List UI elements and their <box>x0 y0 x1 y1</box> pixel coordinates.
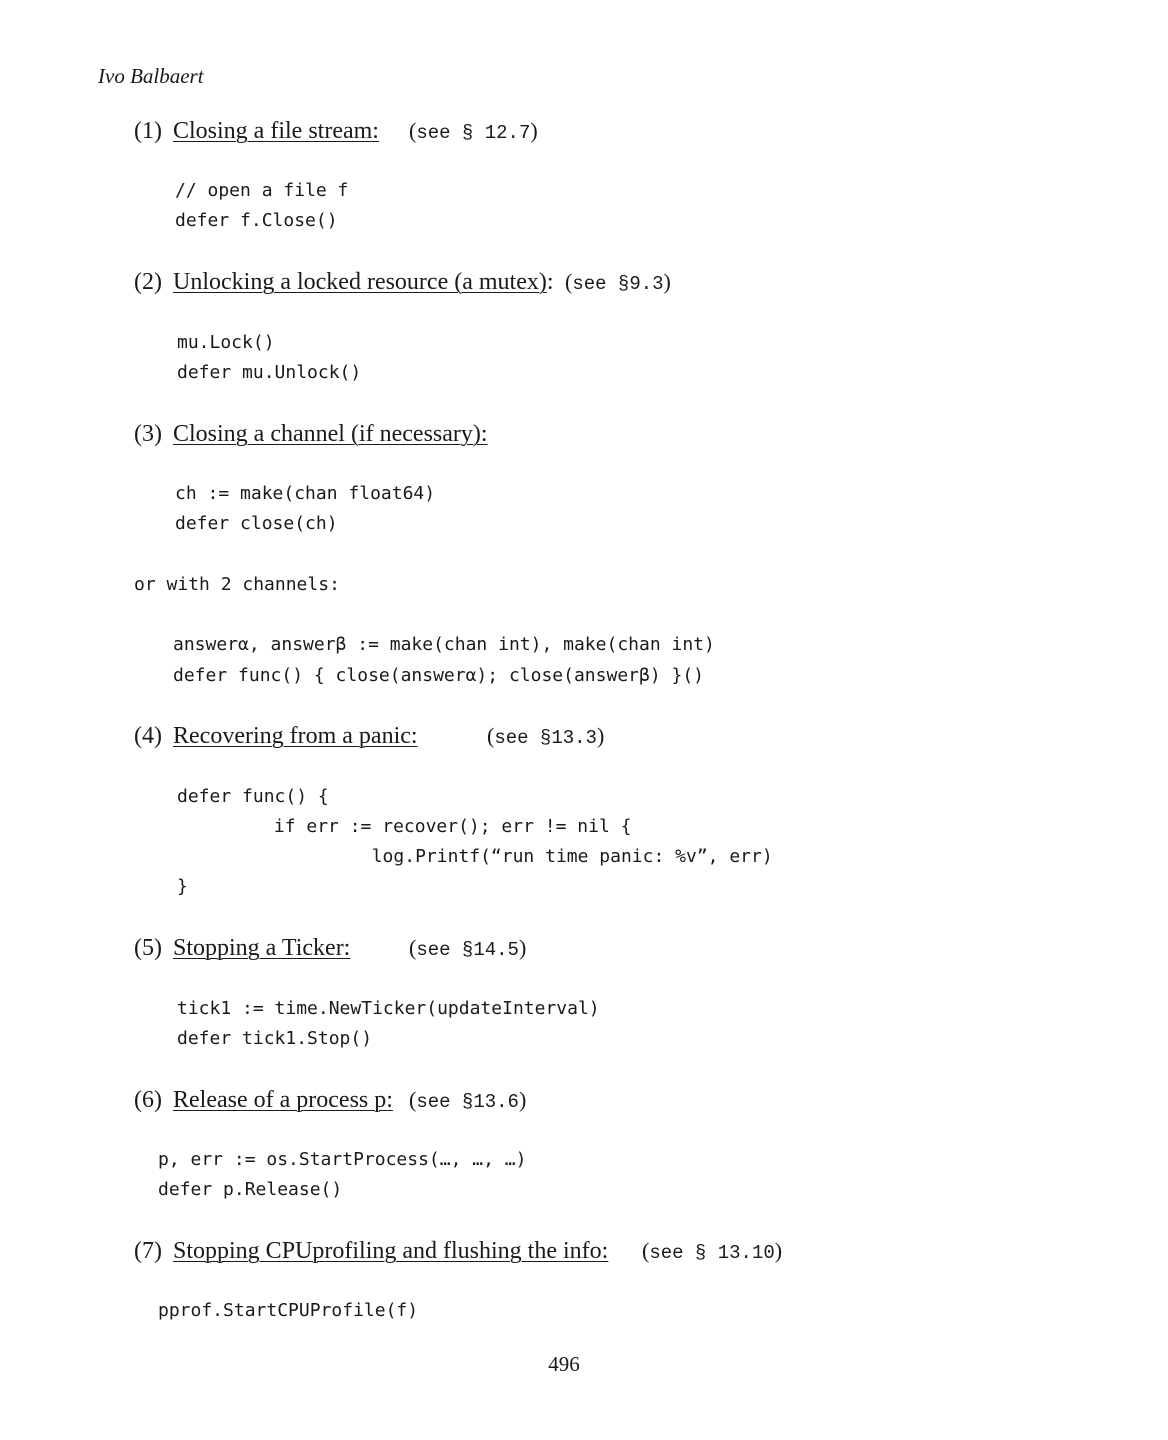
section-heading-6 <box>134 1085 393 1115</box>
code-line: pprof.StartCPUProfile(f) <box>158 1300 419 1321</box>
code-line: defer f.Close() <box>175 210 338 231</box>
section-reference-text: see §14.5 <box>416 939 519 961</box>
code-line: log.Printf(“run time panic: %v”, err) <box>220 846 773 867</box>
code-line: if err := recover(); err != nil { <box>198 816 632 837</box>
section-reference-6: (see §13.6) <box>409 1087 527 1113</box>
section-title: Closing a file stream: <box>173 118 379 144</box>
section-reference-text: see § 13.10 <box>649 1242 775 1264</box>
section-number: (7) <box>134 1238 162 1264</box>
section-title: Release of a process p: <box>173 1087 393 1113</box>
code-line: p, err := os.StartProcess(…, …, …) <box>158 1149 527 1170</box>
section-number: (6) <box>134 1087 162 1113</box>
code-line: mu.Lock() <box>177 332 275 353</box>
code-line: defer close(ch) <box>175 513 338 534</box>
code-line: defer func() { <box>177 786 329 807</box>
code-line: defer tick1.Stop() <box>177 1028 373 1049</box>
page-number: 496 <box>548 1352 580 1376</box>
running-header-author: Ivo Balbaert <box>98 64 204 88</box>
section-reference-2: (see §9.3) <box>565 269 671 295</box>
section-number: (1) <box>134 118 162 144</box>
section-heading-3 <box>134 419 488 449</box>
section-reference-text: see §9.3 <box>572 273 664 295</box>
code-line: defer p.Release() <box>158 1179 343 1200</box>
code-line: ch := make(chan float64) <box>175 483 436 504</box>
code-line: } <box>177 876 188 897</box>
section-number: (2) <box>134 269 162 295</box>
section-reference-1: (see § 12.7) <box>409 118 538 144</box>
section-reference-5: (see §14.5) <box>409 935 527 961</box>
section-title: Recovering from a panic: <box>173 723 418 749</box>
section-heading-4 <box>134 721 418 751</box>
code-line: answerα, answerβ := make(chan int), make(chan int) <box>173 634 715 655</box>
section-number: (3) <box>134 421 162 447</box>
code-line: defer func() { close(answerα); close(answerβ) }() <box>173 665 705 686</box>
section-title: Unlocking a locked resource (a mutex) <box>173 269 547 295</box>
section-title-suffix: : <box>546 269 554 295</box>
section-title: Stopping CPUprofiling and flushing the info: <box>173 1238 609 1264</box>
section-reference-text: see §13.3 <box>494 727 597 749</box>
section-reference-7: (see § 13.10) <box>642 1238 783 1264</box>
code-line: tick1 := time.NewTicker(updateInterval) <box>177 998 600 1019</box>
section-heading-2 <box>134 267 554 297</box>
section-heading-5 <box>134 933 350 963</box>
section-heading-1 <box>134 116 379 146</box>
section-note: or with 2 channels: <box>134 574 340 595</box>
section-heading-7 <box>134 1236 608 1266</box>
section-reference-text: see § 12.7 <box>416 122 531 144</box>
section-number: (4) <box>134 723 162 749</box>
code-line: defer mu.Unlock() <box>177 362 362 383</box>
section-reference-4: (see §13.3) <box>487 723 605 749</box>
section-title: Stopping a Ticker: <box>173 935 351 961</box>
section-number: (5) <box>134 935 162 961</box>
code-line: // open a file f <box>175 180 349 201</box>
section-reference-text: see §13.6 <box>416 1091 519 1113</box>
section-title: Closing a channel (if necessary): <box>173 421 488 447</box>
